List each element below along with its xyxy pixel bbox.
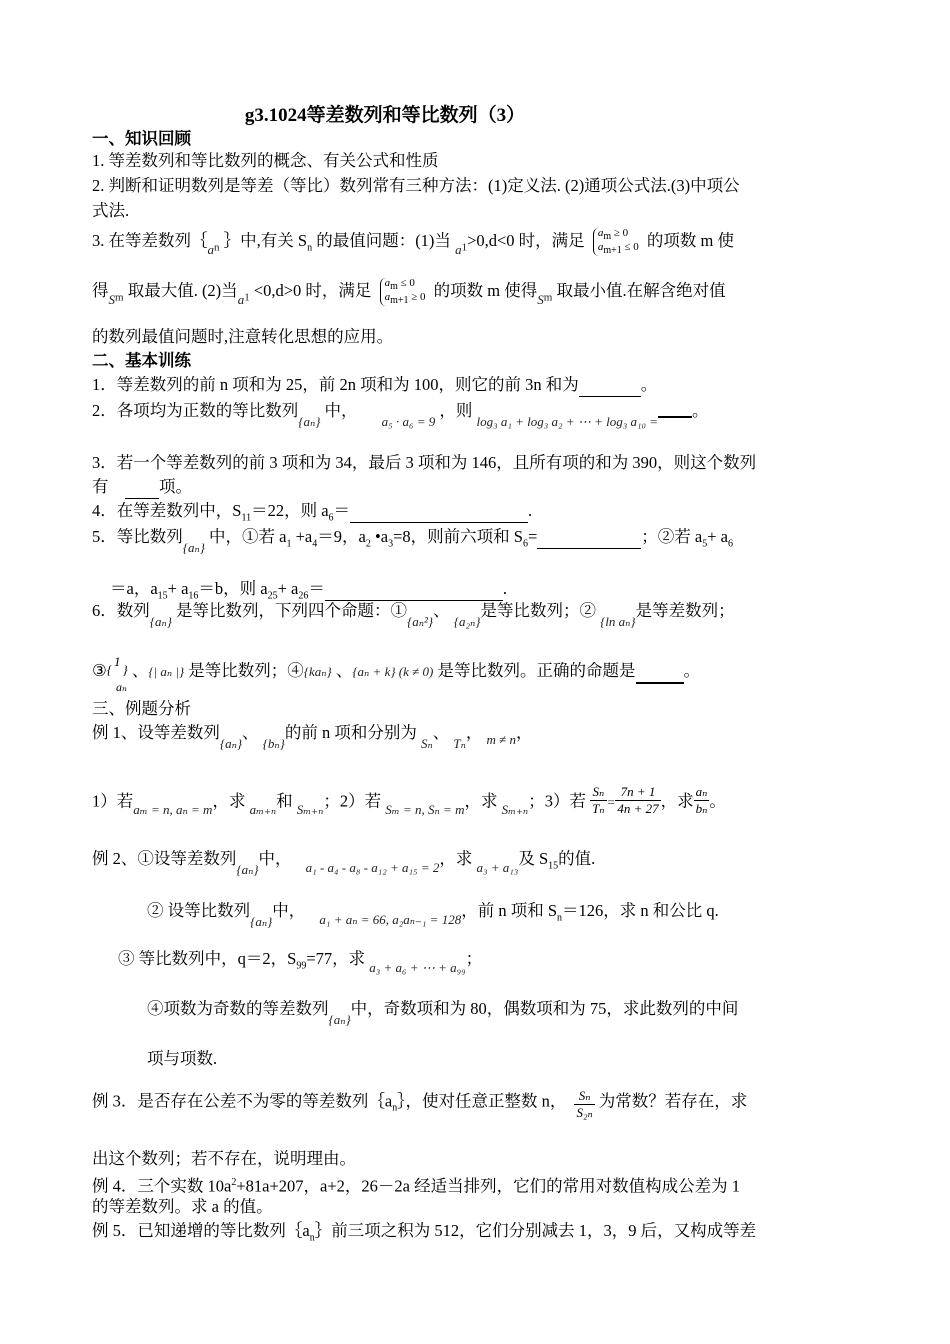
review-item-2: 2. 判断和证明数列是等差（等比）数列常有三种方法：(1)定义法. (2)通项公式法.(3)中项公 (92, 176, 740, 195)
review-item-3: 3. 在等差数列$\{_{an}$ ｝中,有关 $S_n$ 的最值问题：(1)当 $_{a1}$>0,d<0 时，满足 $a_m \ge 0$ $a_{m+1} \le 0$ 的项数 m 使 (92, 227, 734, 257)
reciprocal-denominator: aₙ (116, 680, 127, 694)
question-3-cont: 有 项。 (92, 476, 862, 499)
condition-system-2: $a_m \le 0$ $a_{m+1} \ge 0$ (380, 278, 426, 306)
question-6: 6．数列$_{\{a_n\}}$ 是等比数列，下列四个命题：$①_{\{a_n^2\}}$、 $_{\{a_{2n}\}}$是等比数列；② $_{\{ln a_n\}}$是等差数列； (92, 601, 735, 629)
review-item-3-line2: 得$_{Sm}$ 取最大值. (2)当$_{a1}$ <0,d>0 时，满足 $a_m \le 0$ $a_{m+1} \ge 0$ 的项数 m 使得$_{Sm}$ 取最小值.在解含绝对值 (92, 277, 726, 307)
example-3-cont: 出这个数列；若不存在，说明理由。 (92, 1149, 356, 1168)
example-4: 例 4．三个实数 $10a^2+81a+207$，a+2，26－2a 经适当排列，它们的常用对数值构成公差为 1 (92, 1176, 740, 1196)
example-4-cont: 的等差数列。求 a 的值。 (92, 1197, 273, 1216)
question-5: 5．等比数列$_{\{a_n\}}$ 中，①若 $a_1 +a_4=9$，$a_2$ $•a_3=8$，则前六项和 $S_6=$ ；②若 $a_5+ a_6$ (92, 527, 733, 555)
example-1: 例 1、设等差数列$_{\{a_n\}}$、 $_{\{b_n\}}$的前 n 项和分别为 $_{S_n}$、 $_{T_n}$， $_{m \ne n}$， (92, 723, 533, 751)
example-1-parts: 1）若$_{a_m = n, a_n = m}$，求 $_{a_{m+n}}$和 $_{S_{m+n}}$；2）若 $_{S_m = n, S_n = m}$，求 $_{S_{m+n}}$；3）若 $\frac{\text{Sₙ}}{\text{Tₙ}}$ = $\frac{7n + 1}{4n + 27}$ ，求 $\frac{\text{aₙ}}{\text{bₙ}}$ 。 (92, 784, 726, 818)
section-heading-training: 二、基本训练 (92, 351, 191, 370)
question-1: 1．等差数列的前 n 项和为 25，前 2n 项和为 100，则它的前 3n 和为 。 (92, 374, 862, 397)
question-4: 4．在等差数列中，$S_{11}=22$，则 $a_6=$ . (92, 501, 533, 524)
example-2-part-4: ④项数为奇数的等差数列$_{\{a_n\}}$中，奇数项和为 80，偶数项和为 75，求此数列的中间 (147, 999, 739, 1027)
example-2-part-3: ③ 等比数列中，q＝2，$S_{99}=77$，求 $_{a_3 + a_6 + \cdots + a_{99}}$； (118, 949, 483, 975)
question-5-cont: ＝a，$a_{15}+ a_{16}=b$，则 $a_{25}+ a_{26}=$ . (110, 579, 508, 602)
document-title: g3.1024等差数列和等比数列（3） (244, 105, 526, 126)
example-2-part-4-cont: 项与项数. (147, 1049, 218, 1068)
section-heading-examples: 三、例题分析 (92, 699, 191, 718)
question-2: 2．各项均为正数的等比数列$_{\{a_n\}}$ 中， $_{a_5 \cdot a_6 = 9}$ ，则 $_{log_3 a_1 + log_3 a_2 + \cdots + log_3 a_{10} =}$ 。 (92, 400, 862, 424)
section-heading-review: 一、知识回顾 (92, 129, 191, 148)
question-3: 3．若一个等差数列的前 3 项和为 34，最后 3 项和为 146，且所有项的和为 390，则这个数列 (92, 453, 757, 472)
review-item-1: 1. 等差数列和等比数列的概念、有关公式和性质 (92, 151, 439, 170)
review-item-3-line3: 的数列最值问题时,注意转化思想的应用。 (92, 327, 394, 346)
review-item-2-cont: 式法. (92, 201, 130, 220)
example-3: 例 3．是否存在公差不为零的等差数列$\{a_n\}$，使对任意正整数 n， $\frac{\text{Sₙ}}{\text{S₂ₙ}}$ 为常数？若存在，求 (92, 1088, 748, 1120)
question-6-cont: ③{1} 、{| aₙ |} 是等比数列；④{kaₙ} 、{aₙ + k} (k ≠ 0) 是等比数列。正确的命题是 。 (92, 660, 862, 684)
example-2-part-1: 例 2、①设等差数列$_{\{a_n\}}$中， $_{a_1 - a_4 - a_8 - a_{12} + a_{15} = 2}$，求 $_{a_3 + a_{13}}$及 $S_{15}$的值. (92, 849, 596, 877)
condition-system-1: $a_m \ge 0$ $a_{m+1} \le 0$ (593, 228, 639, 256)
example-5: 例 5．已知递增的等比数列$\{a_n\}$前三项之积为 512，它们分别减去 1，3，9 后，又构成等差 (92, 1221, 757, 1244)
example-2-part-2: ② 设等比数列$_{\{a_n\}}$中， $_{a_1 + a_n = 66, a_2a_{n-1} = 128}$，前 n 项和 $S_n=126$，求 n 和公比 q. (147, 901, 719, 929)
